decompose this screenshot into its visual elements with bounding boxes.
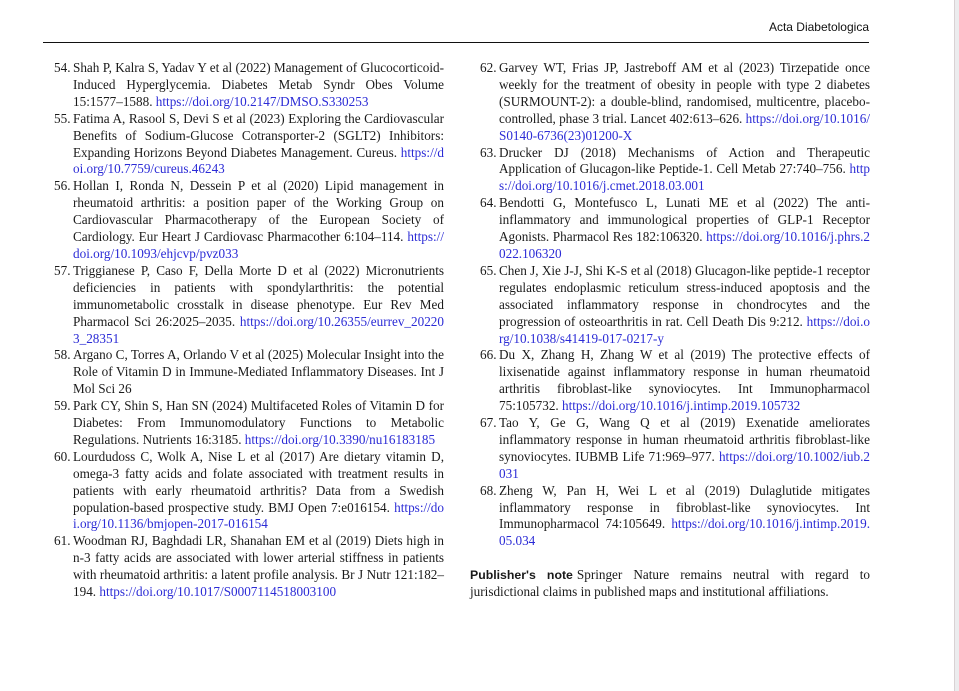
reference-item [44,449,444,534]
reference-number: 58. [54,347,71,363]
reference-number: 62. [480,60,497,75]
reference-item [44,533,444,601]
reference-item [470,483,870,551]
doi-link[interactable]: https://doi.org/10.2147/DMSO.S330253 [155,93,369,109]
reference-number: 63. [480,144,497,160]
reference-number: 59. [54,398,71,414]
reference-item [44,178,444,263]
reference-text: Shah P, Kalra S, Yadav Y et al (2022) Management of Glucocorticoid-Induced Hyperglycemia. Diabetes Metab Syndr Obes Volume 15:1577–1588. [73,60,444,109]
reference-number: 66. [480,347,497,363]
doi-link[interactable]: https://doi.org/10.26355/eurrev_202203_28351 [73,313,444,346]
doi-link[interactable]: https://doi.org/10.3390/nu16183185 [244,431,436,447]
doi-link[interactable]: https://doi.org/10.1016/j.intimp.2019.105732 [562,398,801,414]
references-left-column [44,60,444,601]
reference-text: Park CY, Shin S, Han SN (2024) Multifaceted Roles of Vitamin D for Diabetes: From Immunomodulatory Functions to Metabolic Regulations. Nutrients 16:3185. [73,398,444,447]
scrollbar[interactable] [954,0,959,691]
doi-link[interactable]: https://doi.org/10.1093/ehjcvp/pvz033 [73,229,444,261]
reference-number: 56. [54,178,71,194]
reference-text: Drucker DJ (2018) Mechanisms of Action and Therapeutic Application of Glucagon-like Peptide-1. Cell Metab 27:740–756. [499,144,870,177]
doi-link[interactable]: https://doi.org/10.1136/bmjopen-2017-016154 [73,499,444,532]
reference-number: 54. [54,60,71,75]
doi-link[interactable]: https://doi.org/10.1038/s41419-017-0217-y [499,313,870,346]
reference-item [470,195,870,263]
reference-text: Woodman RJ, Baghdadi LR, Shanahan EM et al (2019) Diets high in n-3 fatty acids are associated with lower arterial stiffness in patients with rheumatoid arthritis: a latent profile analysis. Br J Nutr 121:182–194. [73,533,444,600]
doi-link[interactable]: https://doi.org/10.1017/S0007114518003100 [99,584,337,600]
doi-link[interactable]: https://doi.org/10.1002/iub.2031 [499,448,870,481]
reference-item [44,60,444,111]
reference-item [470,263,870,348]
reference-number: 65. [480,262,497,278]
doi-link[interactable]: https://doi.org/10.1016/j.intimp.2019.05.034 [499,516,870,549]
reference-number: 60. [54,448,71,464]
publishers-note [470,567,870,601]
doi-link[interactable]: https://doi.org/10.1016/S0140-6736(23)01200-X [499,110,870,143]
reference-item [44,111,444,179]
reference-text: Zheng W, Pan H, Wei L et al (2019) Dulaglutide mitigates inflammatory response in fibroblast-like synoviocytes. Int Immunopharmacol 74:105649. [499,482,870,532]
reference-item [470,415,870,483]
reference-text: Tao Y, Ge G, Wang Q et al (2019) Exenatide ameliorates inflammatory response in human rheumatoid arthritis fibroblast-like synoviocytes. IUBMB Life 71:969–977. [499,415,870,464]
reference-text: Fatima A, Rasool S, Devi S et al (2023) Exploring the Cardiovascular Benefits of Sodium-Glucose Cotransporter-2 (SGLT2) Inhibitors: Expanding Horizons Beyond Diabetes Management. Cureus. [73,110,444,160]
reference-text: Bendotti G, Montefusco L, Lunati ME et al (2022) The anti-inflammatory and immunological properties of GLP-1 Receptor Agonists. Pharmacol Res 182:106320. [499,195,870,245]
reference-number: 64. [480,195,497,211]
publishers-note-title: Publisher's note [470,568,573,583]
publishers-note-text: Springer Nature remains neutral with regard to jurisdictional claims in published maps and institutional affiliations. [470,567,870,600]
journal-title: Acta Diabetologica [768,20,869,34]
reference-text: Hollan I, Ronda N, Dessein P et al (2020) Lipid management in rheumatoid arthritis: a position paper of the Working Group on Cardiovascular Pharmacotherapy of the European Society of Cardiology. Eur Heart J Cardiovasc Pharmacother 6:104–114. [73,178,444,245]
doi-link[interactable]: https://doi.org/10.1016/j.cmet.2018.03.001 [499,161,870,194]
reference-item [44,263,444,348]
header-rule [43,42,869,43]
reference-text: Du X, Zhang H, Zhang W et al (2019) The protective effects of lixisenatide against inflammatory response in human rheumatoid arthritis fibroblast-like synoviocytes. Int Immunopharmacol 75:105732. [499,347,870,414]
reference-item [470,145,870,196]
reference-number: 61. [54,533,71,549]
reference-item [470,347,870,415]
reference-number: 68. [480,482,497,498]
reference-number: 55. [54,110,71,126]
reference-item [470,60,870,145]
reference-number: 57. [54,262,71,278]
doi-link[interactable]: https://doi.org/10.7759/cureus.46243 [73,144,444,177]
reference-text: Garvey WT, Frias JP, Jastreboff AM et al (2023) Tirzepatide once weekly for the treatment of obesity in people with type 2 diabetes (SURMOUNT-2): a double-blind, randomised, multicentre, placebo-controlled, phase 3 trial. Lancet 402:613–626. [499,60,870,126]
doi-link[interactable]: https://doi.org/10.1016/j.phrs.2022.106320 [499,229,870,261]
references-right-column [470,60,870,601]
reference-text: Argano C, Torres A, Orlando V et al (2025) Molecular Insight into the Role of Vitamin D in Immune-Mediated Inflammatory Diseases. Int J Mol Sci 26 [73,347,444,397]
reference-item [44,398,444,449]
reference-text: Lourdudoss C, Wolk A, Nise L et al (2017) Are dietary vitamin D, omega-3 fatty acids and folate associated with treatment results in patients with early rheumatoid arthritis? Data from a Swedish population-based prospective study. BMJ Open 7:e016154. [73,448,444,515]
reference-text: Chen J, Xie J-J, Shi K-S et al (2018) Glucagon-like peptide-1 receptor regulates endoplasmic reticulum stress-induced apoptosis and the associated inflammatory response in chondrocytes and the progression of osteoarthritis in rat. Cell Death Dis 9:212. [499,262,870,329]
reference-number: 67. [480,415,497,431]
reference-text: Triggianese P, Caso F, Della Morte D et al (2022) Micronutrients deficiencies in patients with spondylarthritis: the potential immunometabolic crosstalk in disease phenotype. Eur Rev Med Pharmacol Sci 26:2025–2035. [73,262,444,329]
reference-item [44,347,444,398]
